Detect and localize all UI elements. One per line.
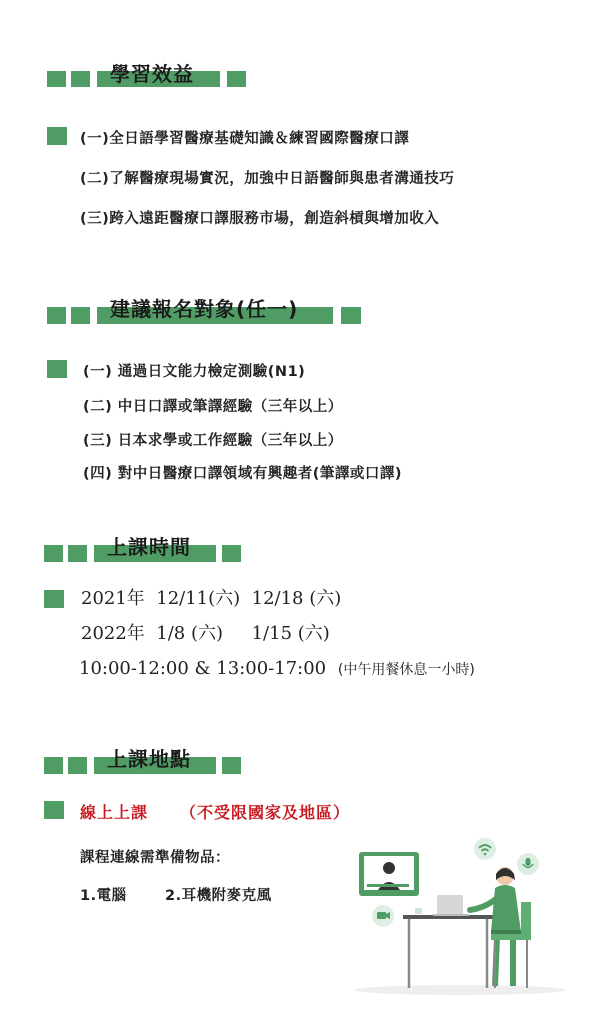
section-title-benefits: 學習效益 (110, 62, 194, 86)
deco-square (68, 757, 87, 774)
deco-square (44, 757, 63, 774)
benefit-item: (一)全日語學習醫療基礎知識＆練習國際醫療口譯 (80, 131, 410, 147)
audience-item: (三) 日本求學或工作經驗（三年以上） (83, 433, 343, 449)
hours-text: 10:00-12:00 & 13:00-17:00 (79, 658, 327, 679)
section-title-location: 上課地點 (107, 747, 191, 771)
section-title-schedule: 上課時間 (107, 535, 191, 559)
schedule-dates-2021: 2021年 12/11(六) 12/18 (六) (81, 588, 342, 609)
prep-label: 課程連線需準備物品： (80, 850, 230, 866)
section-title-audience: 建議報名對象(任一) (110, 297, 299, 321)
deco-square (222, 545, 241, 562)
benefit-item: (三)跨入遠距醫療口譯服務市場，創造斜槓與增加收入 (80, 211, 440, 227)
prep-item-headset: 2.耳機附麥克風 (165, 888, 272, 904)
deco-square (47, 71, 66, 87)
schedule-dates-2022: 2022年 1/8 (六) 1/15 (六) (81, 623, 330, 644)
deco-square (47, 307, 66, 324)
deco-square (68, 545, 87, 562)
deco-square (341, 307, 361, 324)
audience-item: (一) 通過日文能力檢定測驗(N1) (83, 364, 306, 380)
deco-square (227, 71, 246, 87)
bullet (44, 590, 64, 608)
laptop (437, 895, 463, 915)
deco-square (71, 307, 90, 324)
audience-item: (四) 對中日醫療口譯領域有興趣者(筆譯或口譯) (83, 466, 403, 482)
online-meeting-illustration (345, 828, 565, 998)
online-class-label: 線上上課 (80, 803, 149, 822)
deco-square (71, 71, 90, 87)
online-class-note: （不受限國家及地區） (180, 803, 351, 822)
bullet (44, 801, 64, 819)
bullet (47, 360, 67, 378)
audience-item: (二) 中日口譯或筆譯經驗（三年以上） (83, 399, 343, 415)
prep-item-computer: 1.電腦 (80, 888, 127, 904)
deco-square (222, 757, 241, 774)
benefit-item: (二)了解醫療現場實況，加強中日語醫師與患者溝通技巧 (80, 171, 455, 187)
lunch-note: (中午用餐休息一小時) (337, 662, 475, 678)
deco-square (44, 545, 63, 562)
bullet (47, 127, 67, 145)
schedule-hours (79, 658, 475, 679)
floor-shadow (355, 985, 565, 995)
